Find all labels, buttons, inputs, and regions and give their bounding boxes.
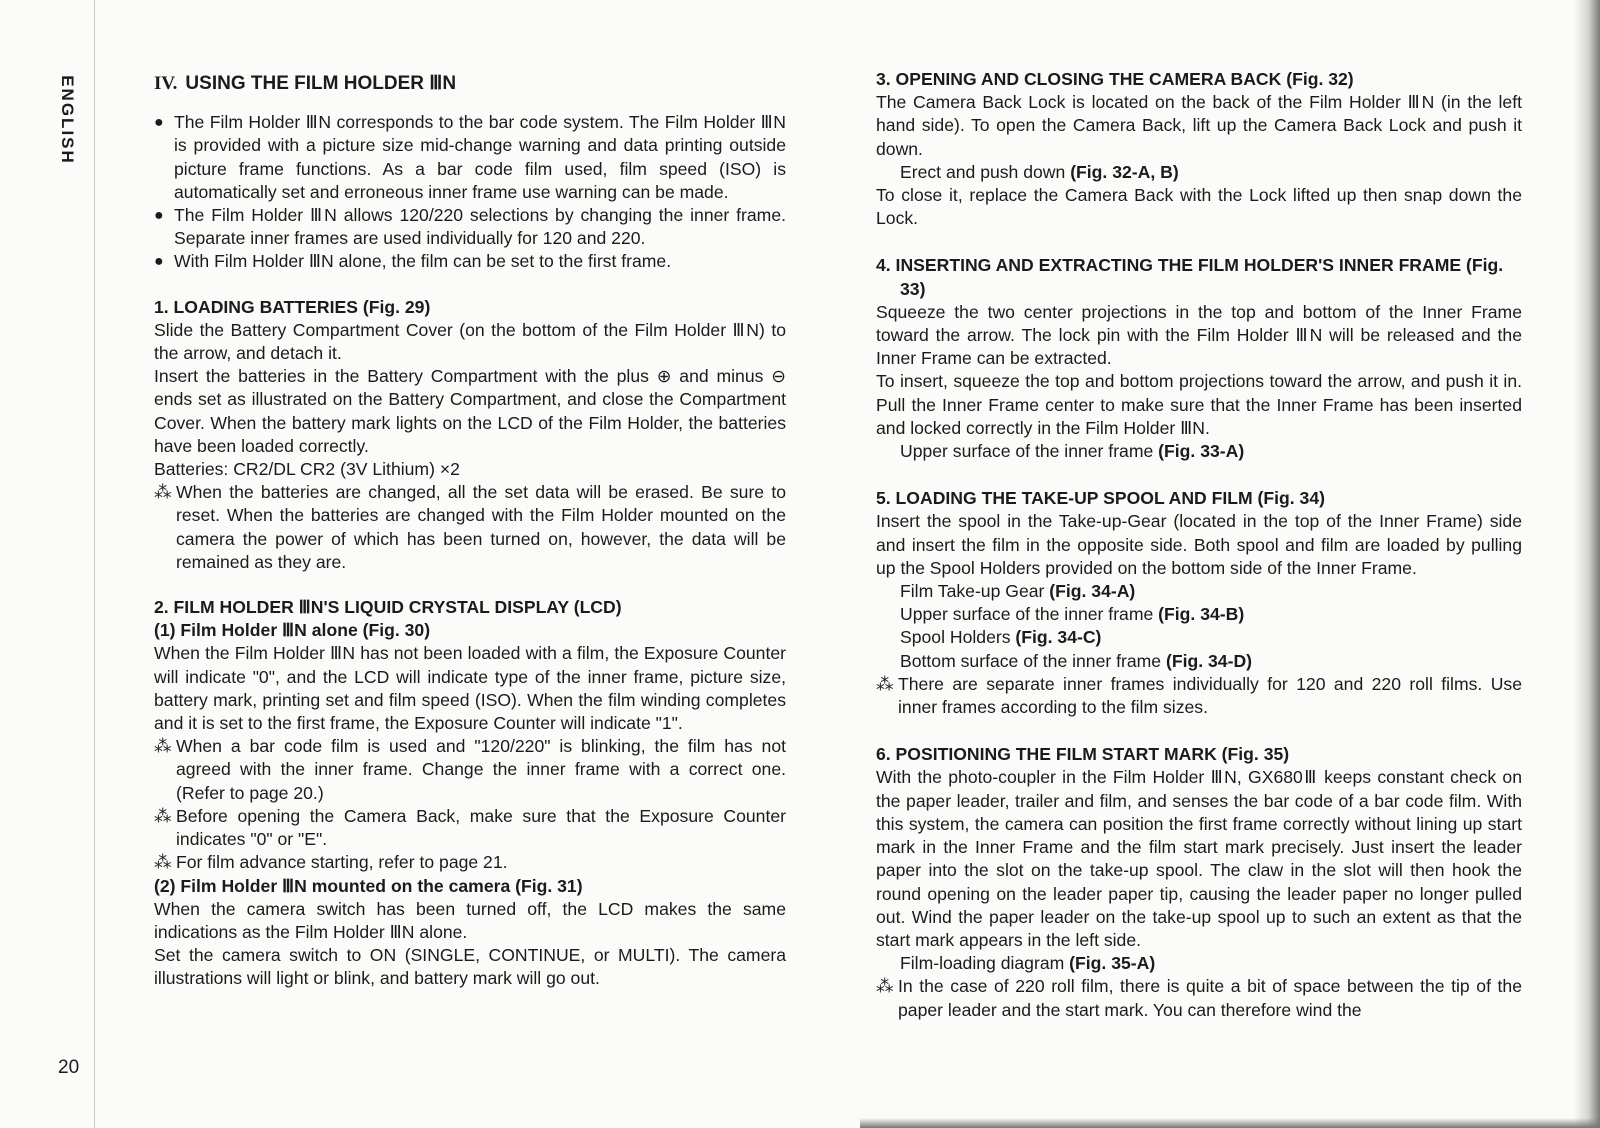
figure-reference-line	[876, 650, 1522, 673]
intro-bullet	[154, 204, 786, 250]
figure-caption: Bottom surface of the inner frame	[900, 650, 1166, 671]
figure-reference-line	[876, 603, 1522, 626]
paragraph: Squeeze the two center projections in the top and bottom of the Inner Frame toward the arrow. The lock pin with the Film Holder ⅢN will be released and the Inner Frame can be extracted.	[876, 301, 1522, 369]
bullet-text: The Film Holder ⅢN allows 120/220 selections by changing the inner frame. Separate inner frames are used individually for 120 and 220.	[174, 205, 786, 249]
subsection-heading: (2) Film Holder ⅢN mounted on the camera (Fig. 31)	[154, 875, 583, 896]
note	[876, 975, 1522, 1021]
bullet-icon: ●	[154, 207, 164, 225]
chapter-title	[154, 72, 786, 95]
paragraph: To insert, squeeze the top and bottom projections toward the arrow, and push it in. Pull the Inner Frame center to make sure that the Inner Frame has been inserted and locked correctly in the Film Holder ⅢN.	[876, 371, 1522, 438]
paragraph: With the photo-coupler in the Film Holder ⅢN, GX680Ⅲ keeps constant check on the paper leader, trailer and film, and senses the bar code of a bar code film. With this system, the camera can position the first frame correctly without lining up start mark in the Inner Frame and the film start mark precisely. Just insert the leader paper into the slot on the take-up spool. The claw in the slot will then hook the round opening on the leader paper tip, causing the leader paper no longer pulled out. Wind the paper leader on the take-up spool up to such an extent as that the start mark appears in the left side.	[876, 767, 1522, 950]
note-text: For film advance starting, refer to page 21.	[176, 852, 508, 873]
chapter-roman-numeral: IV.	[154, 73, 178, 94]
note-asterism-icon: ⁂	[154, 805, 172, 826]
note	[876, 673, 1522, 719]
note	[154, 805, 786, 851]
note-text: In the case of 220 roll film, there is quite a bit of space between the tip of the paper leader and the start mark. You can therefore wind the	[898, 976, 1522, 1020]
paragraph: To close it, replace the Camera Back with the Lock lifted up then snap down the Lock.	[876, 185, 1522, 229]
bullet-icon: ●	[154, 114, 164, 132]
figure-ref: (Fig. 34-D)	[1166, 650, 1253, 671]
note	[154, 481, 786, 574]
section-heading: 2. FILM HOLDER ⅢN'S LIQUID CRYSTAL DISPLAY (LCD)	[154, 597, 622, 618]
figure-caption: Film-loading diagram	[900, 953, 1070, 974]
intro-bullet	[154, 250, 786, 273]
figure-caption: Erect and push down	[900, 161, 1071, 182]
paragraph: Set the camera switch to ON (SINGLE, CONTINUE, or MULTI). The camera illustrations will light or blink, and battery mark will go out.	[154, 945, 786, 989]
chapter-title-text: USING THE FILM HOLDER ⅢN	[185, 73, 457, 94]
figure-reference-line	[876, 440, 1522, 463]
page-number: 20	[58, 1057, 80, 1078]
section-heading: 1. LOADING BATTERIES (Fig. 29)	[154, 296, 431, 317]
paragraph: Slide the Battery Compartment Cover (on the bottom of the Film Holder ⅢN) to the arrow, and detach it.	[154, 319, 786, 364]
figure-caption: Spool Holders	[900, 627, 1016, 648]
figure-reference-line	[876, 161, 1522, 184]
figure-ref: (Fig. 34-C)	[1015, 627, 1102, 648]
paragraph: Insert the spool in the Take-up-Gear (located in the top of the Inner Frame) side and insert the film in the opposite side. Both spool and film are loaded by pulling up the Spool Holders provided on the bottom side of the Inner Frame.	[876, 511, 1522, 578]
section-take-up-spool	[876, 487, 1522, 719]
binding-shadow	[1574, 0, 1600, 1128]
figure-reference-line	[876, 626, 1522, 649]
bullet-text: The Film Holder ⅢN corresponds to the bar code system. The Film Holder ⅢN is provided with a picture size mid-change warning and data printing outside picture frame functions. As a bar code film used, film speed (ISO) is automatically set and erroneous inner frame use warning can be made.	[174, 112, 786, 202]
subsection-heading: (1) Film Holder ⅢN alone (Fig. 30)	[154, 620, 431, 641]
section-heading: 4. INSERTING AND EXTRACTING THE FILM HOLDER'S INNER FRAME (Fig. 33)	[876, 255, 1504, 299]
paragraph: Insert the batteries in the Battery Compartment with the plus ⊕ and minus ⊖ ends set as illustrated on the Battery Compartment, and close the Compartment Cover. When the battery mark lights on the LCD of the Film Holder, the batteries have been loaded correctly.	[154, 366, 786, 456]
section-heading: 5. LOADING THE TAKE-UP SPOOL AND FILM (Fig. 34)	[876, 488, 1325, 509]
paragraph: When the camera switch has been turned off, the LCD makes the same indications as the Film Holder ⅢN alone.	[154, 898, 786, 942]
paragraph: Batteries: CR2/DL CR2 (3V Lithium) ×2	[154, 459, 460, 480]
section-heading: 3. OPENING AND CLOSING THE CAMERA BACK (Fig. 32)	[876, 69, 1354, 89]
note-asterism-icon: ⁂	[154, 482, 172, 503]
figure-ref: (Fig. 35-A)	[1069, 953, 1156, 974]
bullet-text: With Film Holder ⅢN alone, the film can be set to the first frame.	[174, 251, 672, 272]
figure-ref: (Fig. 34-A)	[1049, 581, 1136, 602]
note-asterism-icon: ⁂	[876, 976, 894, 997]
note-text: When the batteries are changed, all the set data will be erased. Be sure to reset. When the batteries are changed with the Film Holder mounted on the camera the power of which has been turned on, however, the data will be remained as they are.	[176, 482, 786, 572]
figure-ref: (Fig. 32-A, B)	[1070, 161, 1179, 182]
language-tab: ENGLISH	[58, 75, 77, 165]
left-column	[154, 72, 786, 991]
section-loading-batteries	[154, 296, 786, 574]
paragraph: The Camera Back Lock is located on the back of the Film Holder ⅢN (in the left hand side). To open the Camera Back, lift up the Camera Back Lock and push it down.	[876, 92, 1522, 159]
note-asterism-icon: ⁂	[154, 736, 172, 757]
note-text: There are separate inner frames individually for 120 and 220 roll films. Use inner frames according to the film sizes.	[898, 673, 1522, 718]
paragraph: When the Film Holder ⅢN has not been loaded with a film, the Exposure Counter will indicate "0", and the LCD will indicate type of the inner frame, picture size, battery mark, printing set and film speed (ISO). When the film winding completes and it is set to the first frame, the Exposure Counter will indicate "1".	[154, 643, 786, 734]
intro-bullet	[154, 111, 786, 204]
note-text: When a bar code film is used and "120/220" is blinking, the film has not agreed with the inner frame. Change the inner frame with a correct one. (Refer to page 20.)	[176, 736, 786, 803]
section-lcd	[154, 596, 786, 990]
figure-reference-line	[876, 952, 1522, 975]
figure-caption: Upper surface of the inner frame	[900, 441, 1159, 462]
section-camera-back	[876, 68, 1522, 230]
section-heading: 6. POSITIONING THE FILM START MARK (Fig. 35)	[876, 744, 1290, 765]
page-bottom-shadow	[860, 1118, 1600, 1128]
note-asterism-icon: ⁂	[876, 673, 894, 694]
note	[154, 735, 786, 805]
page-spine-line	[94, 0, 95, 1128]
figure-ref: (Fig. 33-A)	[1158, 441, 1245, 462]
section-film-start-mark	[876, 743, 1522, 1021]
bullet-icon: ●	[154, 253, 164, 271]
note-asterism-icon: ⁂	[154, 852, 172, 873]
note-text: Before opening the Camera Back, make sure that the Exposure Counter indicates "0" or "E".	[176, 805, 786, 850]
figure-ref: (Fig. 34-B)	[1158, 604, 1245, 625]
figure-caption: Film Take-up Gear	[900, 581, 1050, 602]
figure-reference-line	[876, 580, 1522, 603]
figure-caption: Upper surface of the inner frame	[900, 604, 1159, 625]
section-inner-frame	[876, 254, 1522, 463]
right-column	[876, 68, 1522, 1022]
note	[154, 851, 786, 874]
